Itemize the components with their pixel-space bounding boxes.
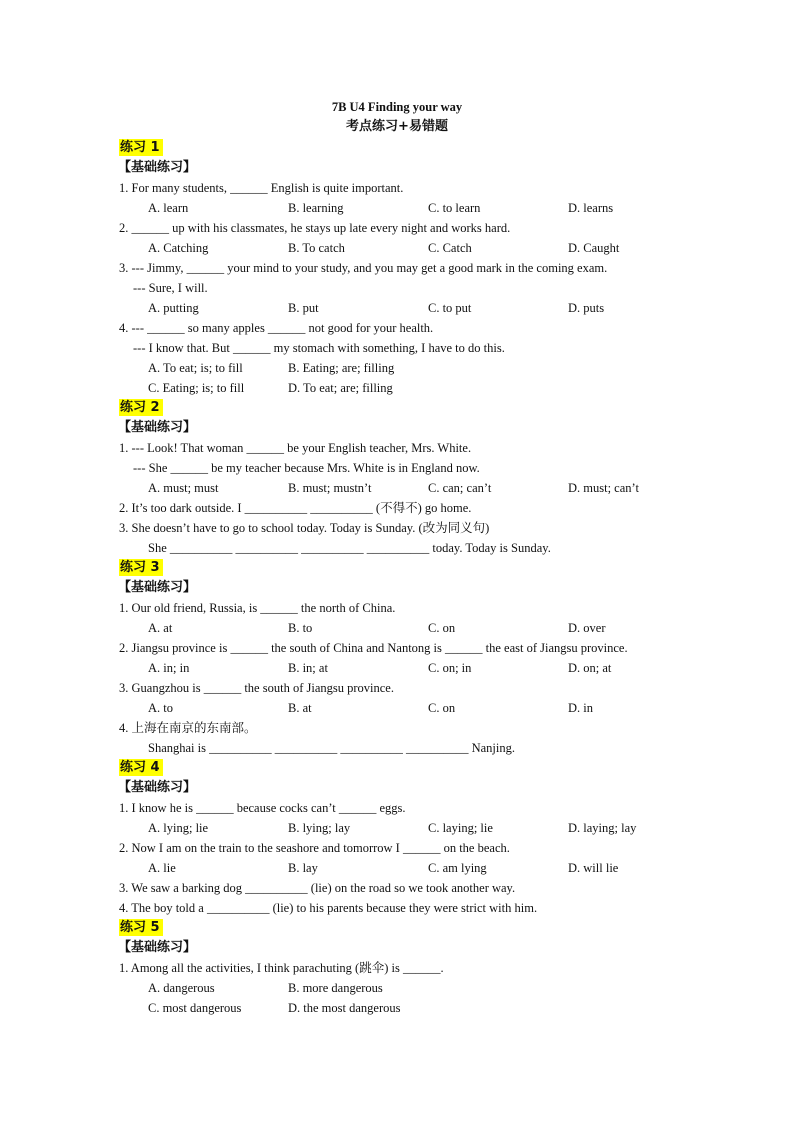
answer-option: C. on; in (428, 661, 472, 675)
answer-option: D. Caught (568, 241, 620, 255)
answer-option: D. learns (568, 201, 614, 215)
fill-blank-line: Shanghai is __________ __________ __________ __________ Nanjing. (148, 741, 516, 755)
fill-blank-line: She __________ __________ __________ __________ today. Today is Sunday. (148, 541, 551, 555)
answer-option: A. must; must (148, 481, 219, 495)
answer-option: B. To catch (288, 241, 345, 255)
section-label: 练习 3 (119, 559, 163, 576)
section-label: 练习 1 (119, 139, 163, 156)
answer-option: A. To eat; is; to fill (148, 361, 243, 375)
section-subheading: 【基础练习】 (118, 780, 197, 795)
answer-option: D. on; at (568, 661, 612, 675)
page-title: 7B U4 Finding your way (331, 100, 463, 114)
question-text: 1. I know he is ______ because cocks can’t ______ eggs. (119, 801, 406, 815)
question-text: 2. It’s too dark outside. I __________ __________ (不得不) go home. (119, 501, 472, 515)
question-text: 1. Among all the activities, I think parachuting (跳伞) is ______. (119, 961, 444, 975)
answer-option: C. to learn (428, 201, 481, 215)
dialogue-line: --- Sure, I will. (133, 281, 208, 295)
answer-option: A. learn (148, 201, 189, 215)
answer-option: A. lying; lie (148, 821, 209, 835)
answer-option: C. to put (428, 301, 472, 315)
answer-option: B. learning (288, 201, 344, 215)
page-subtitle: 考点练习+易错题 (346, 119, 448, 134)
answer-option: D. laying; lay (568, 821, 637, 835)
answer-option: C. Eating; is; to fill (148, 381, 245, 395)
answer-option: D. over (568, 621, 606, 635)
question-text: 3. She doesn’t have to go to school today. Today is Sunday. (改为同义句) (119, 521, 490, 535)
section-subheading: 【基础练习】 (118, 160, 197, 175)
dialogue-line: --- She ______ be my teacher because Mrs. White is in England now. (133, 461, 480, 475)
question-text: 3. --- Jimmy, ______ your mind to your study, and you may get a good mark in the coming exam. (119, 261, 608, 275)
answer-option: A. to (148, 701, 173, 715)
answer-option: B. more dangerous (288, 981, 383, 995)
answer-option: B. at (288, 701, 312, 715)
question-text: 2. Jiangsu province is ______ the south of China and Nantong is ______ the east of Jiangsu province. (119, 641, 628, 655)
section-label: 练习 4 (119, 759, 163, 776)
section-subheading: 【基础练习】 (118, 940, 197, 955)
question-text: 3. We saw a barking dog __________ (lie) on the road so we took another way. (119, 881, 516, 895)
question-text: 2. ______ up with his classmates, he stays up late every night and works hard. (119, 221, 511, 235)
answer-option: D. will lie (568, 861, 619, 875)
question-text: 1. Our old friend, Russia, is ______ the north of China. (119, 601, 396, 615)
answer-option: D. puts (568, 301, 605, 315)
answer-option: C. on (428, 621, 456, 635)
answer-option: A. at (148, 621, 173, 635)
answer-option: C. on (428, 701, 456, 715)
answer-option: A. lie (148, 861, 176, 875)
answer-option: C. Catch (428, 241, 472, 255)
question-text: 4. The boy told a __________ (lie) to his parents because they were strict with him. (119, 901, 538, 915)
answer-option: D. must; can’t (568, 481, 639, 495)
answer-option: D. in (568, 701, 593, 715)
answer-option: B. to (288, 621, 313, 635)
section-label: 练习 5 (119, 919, 163, 936)
answer-option: B. Eating; are; filling (288, 361, 395, 375)
answer-option: D. the most dangerous (288, 1001, 401, 1015)
answer-option: D. To eat; are; filling (288, 381, 393, 395)
section-subheading: 【基础练习】 (118, 580, 197, 595)
section-label: 练习 2 (119, 399, 163, 416)
answer-option: C. am lying (428, 861, 487, 875)
answer-option: B. must; mustn’t (288, 481, 372, 495)
question-text: 4. --- ______ so many apples ______ not good for your health. (119, 321, 434, 335)
answer-option: C. most dangerous (148, 1001, 242, 1015)
answer-option: A. putting (148, 301, 199, 315)
answer-option: A. Catching (148, 241, 209, 255)
question-text: 3. Guangzhou is ______ the south of Jiangsu province. (119, 681, 394, 695)
answer-option: A. in; in (148, 661, 190, 675)
answer-option: B. put (288, 301, 319, 315)
answer-option: B. lay (288, 861, 318, 875)
question-text: 2. Now I am on the train to the seashore and tomorrow I ______ on the beach. (119, 841, 510, 855)
answer-option: A. dangerous (148, 981, 215, 995)
section-subheading: 【基础练习】 (118, 420, 197, 435)
answer-option: B. in; at (288, 661, 328, 675)
question-text: 1. For many students, ______ English is quite important. (119, 181, 404, 195)
question-text: 4. 上海在南京的东南部。 (119, 721, 257, 735)
question-text: 1. --- Look! That woman ______ be your English teacher, Mrs. White. (119, 441, 472, 455)
dialogue-line: --- I know that. But ______ my stomach with something, I have to do this. (133, 341, 505, 355)
answer-option: C. can; can’t (428, 481, 492, 495)
answer-option: B. lying; lay (288, 821, 351, 835)
answer-option: C. laying; lie (428, 821, 493, 835)
